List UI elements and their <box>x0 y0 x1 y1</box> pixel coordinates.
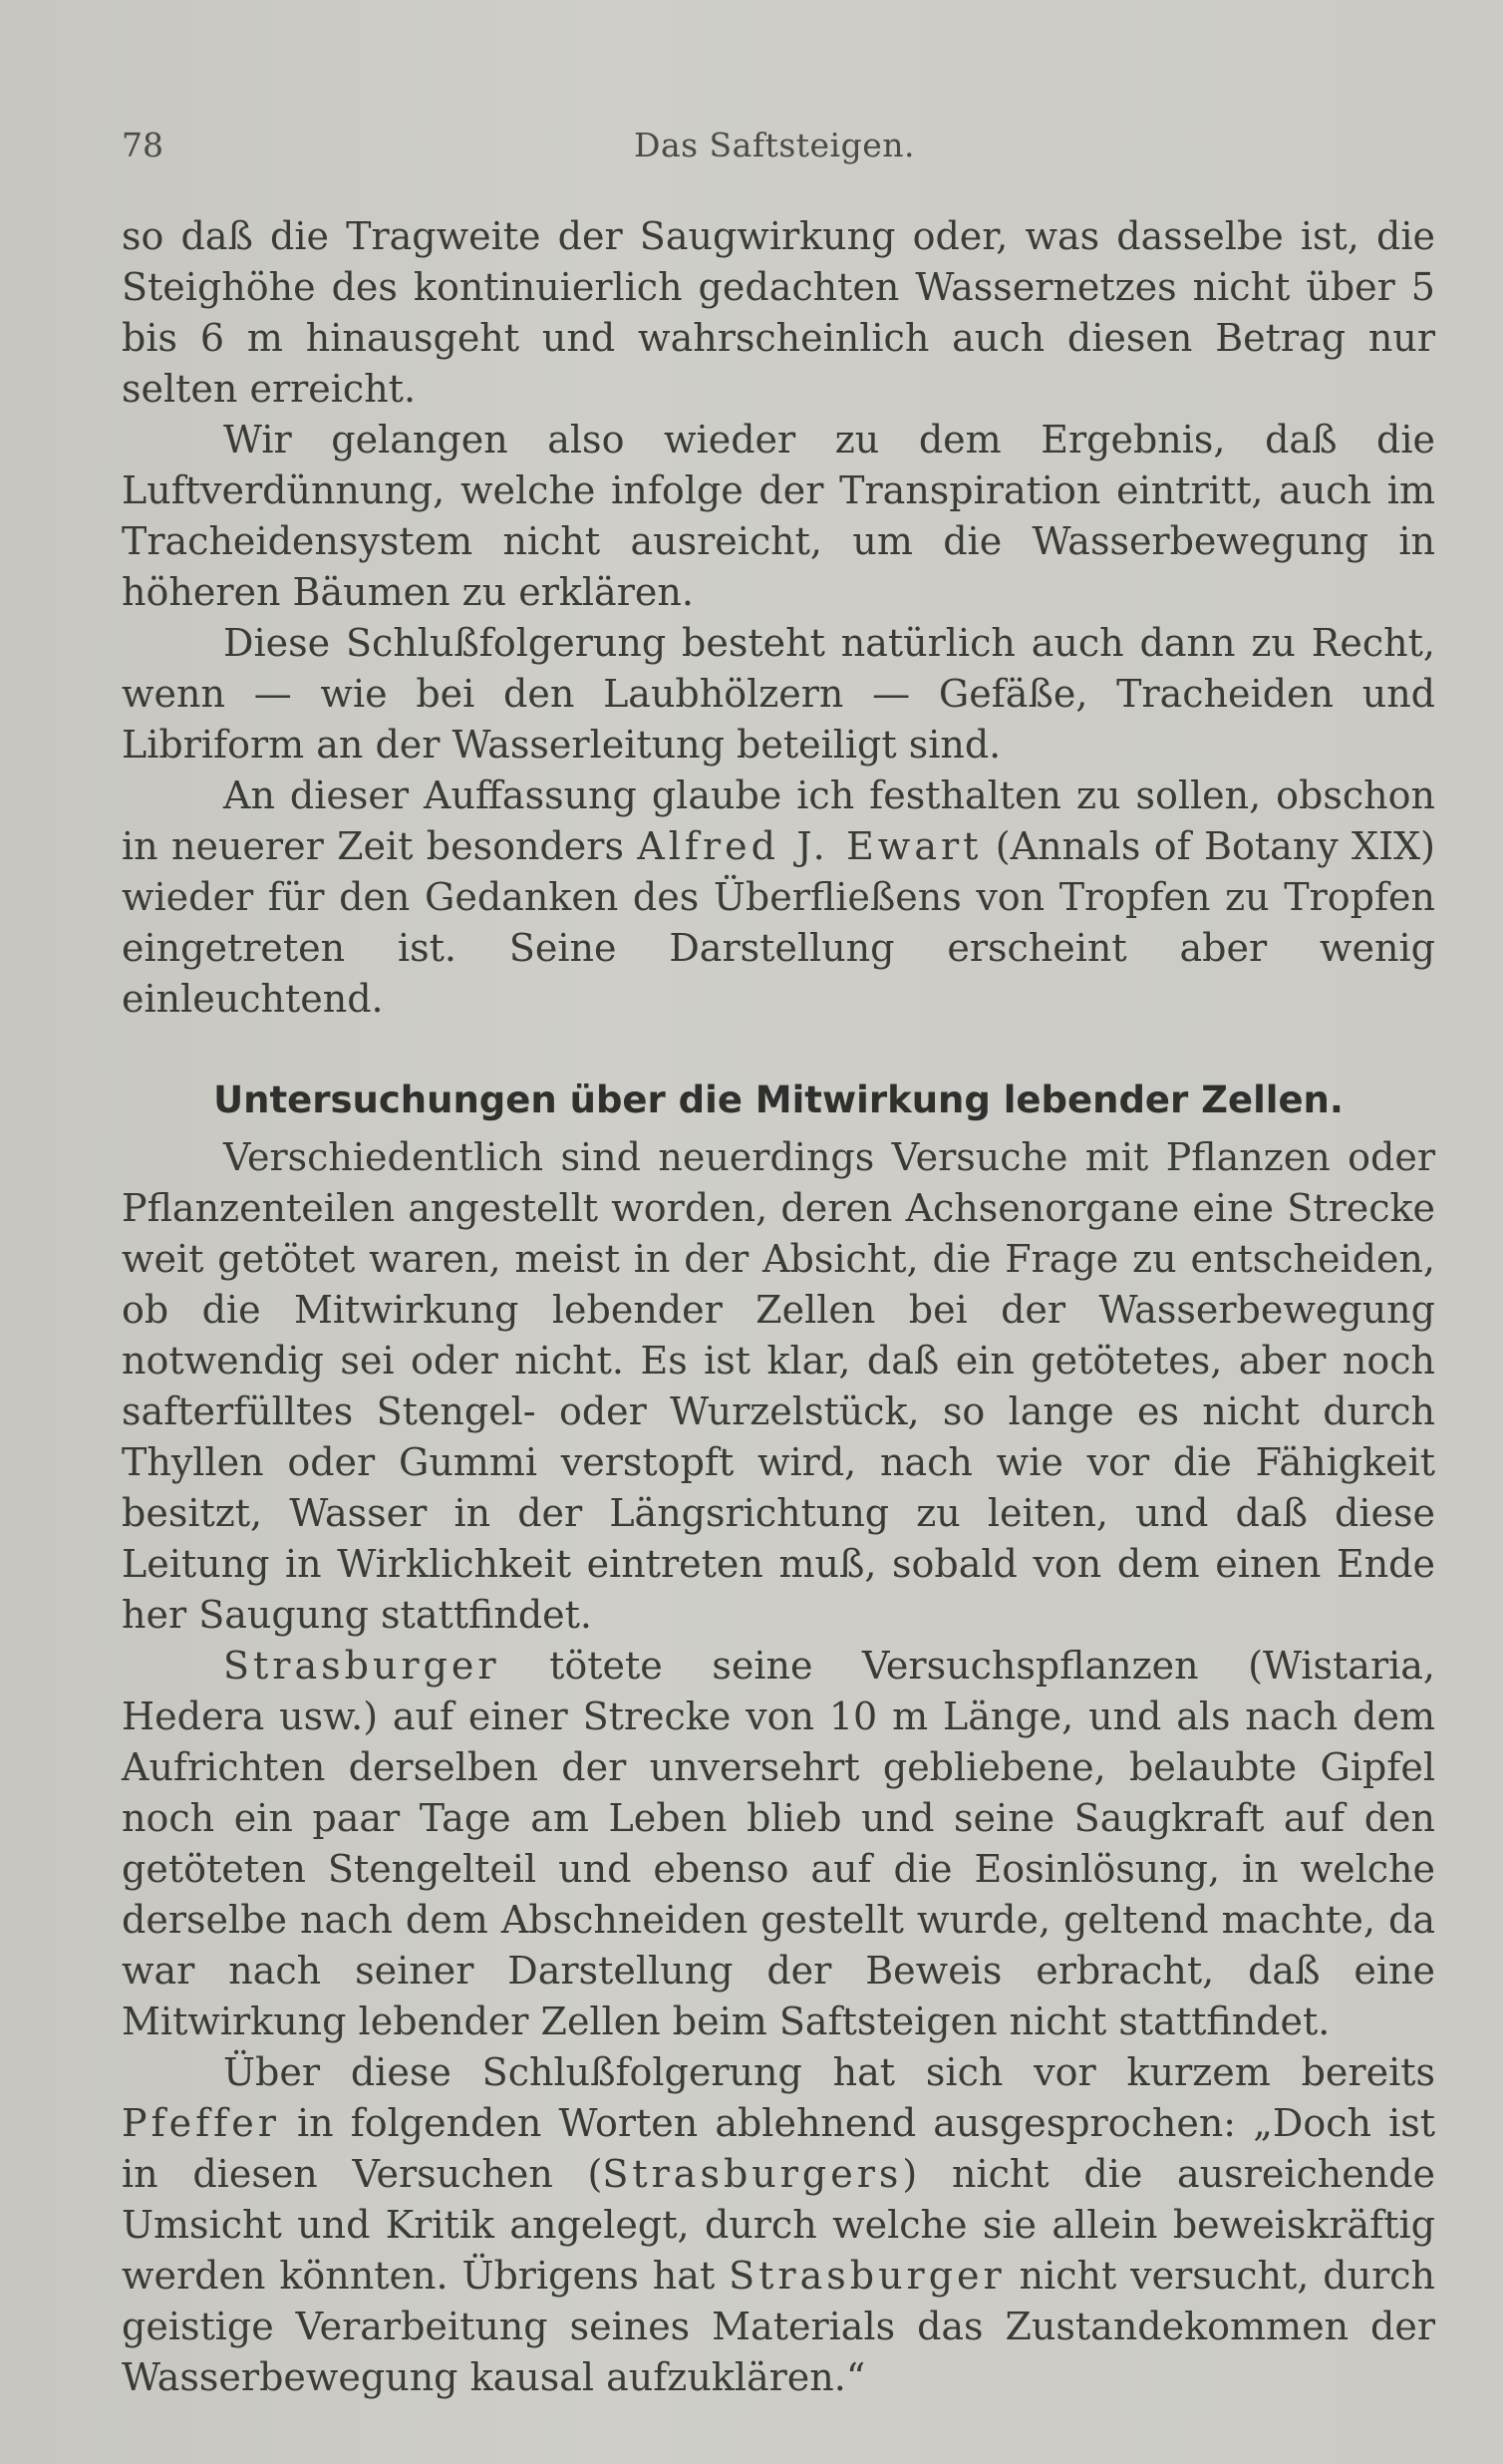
author-name-strasburger: Strasburger <box>223 1644 500 1688</box>
paragraph-6-text: tötete seine Versuchspflanzen (Wistaria, Hedera usw.) auf einer Strecke von 10 m Länge, und als nach dem Aufrichten derselben der unversehrt gebliebene, belaubte Gipfel noch ein paar Tage am Leben blieb und seine Saugkraft auf den getöteten Stengelteil und ebenso auf die Eosinlösung, in welche derselbe nach dem Abschneiden gestellt wurde, geltend machte, da war nach seiner Darstellung der Beweis erbracht, daß eine Mitwirkung lebender Zellen beim Saftsteigen nicht stattfindet. <box>122 1644 1435 2043</box>
section-heading: Untersuchungen über die Mitwirkung lebender Zellen. <box>213 1078 1344 1121</box>
paragraph-6 <box>122 1641 1435 2047</box>
author-name-ewart: Alfred J. Ewart <box>637 824 983 868</box>
paragraph-7-part-2: in folgenden Worten ablehnend ausgesprochen: „Doch ist in diesen Versuchen ( <box>122 2101 1435 2196</box>
paragraph-7-part-1: Über diese Schlußfolgerung hat sich vor kurzem bereits <box>223 2050 1435 2094</box>
page-number: 78 <box>122 126 163 164</box>
paragraph-2: Wir gelangen also wieder zu dem Ergebnis, daß die Luftverdünnung, welche infolge der Transpiration eintritt, auch im Tracheidensystem nicht ausreicht, um die Wasserbewegung in höheren Bäumen zu erklären. <box>122 418 1435 614</box>
paragraph-4-text-after: (Annals of Botany XIX) wieder für den Gedanken des Überfließens von Tropfen zu Tropfen eingetreten ist. Seine Darstellung erscheint aber wenig einleuchtend. <box>122 824 1436 1021</box>
paragraph-7 <box>122 2047 1435 2403</box>
author-name-pfeffer: Pfeffer <box>122 2101 280 2145</box>
running-title: Das Saftsteigen. <box>634 126 915 164</box>
page-body <box>122 211 1435 2403</box>
page-header <box>122 126 1427 169</box>
paragraph-5: Verschiedentlich sind neuerdings Versuche mit Pflanzen oder Pflanzenteilen angestellt worden, deren Achsenorgane eine Strecke weit getötet waren, meist in der Absicht, die Frage zu entscheiden, ob die Mitwirkung lebender Zellen bei der Wasserbewegung notwendig sei oder nicht. Es ist klar, daß ein getötetes, aber noch safterfülltes Stengel- oder Wurzelstück, so lange es nicht durch Thyllen oder Gummi verstopft wird, nach wie vor die Fähigkeit besitzt, Wasser in der Längsrichtung zu leiten, und daß diese Leitung in Wirklichkeit eintreten muß, sobald von dem einen Ende her Saugung stattfindet. <box>122 1135 1435 1637</box>
paragraph-4-text-before: An dieser Auffassung glaube ich festhalten zu sollen, obschon in neuerer Zeit besonders <box>122 773 1435 868</box>
paragraph-4 <box>122 770 1435 1025</box>
author-name-strasburgers: Strasburgers <box>602 2152 903 2196</box>
author-name-strasburger-2: Strasburger <box>729 2254 1006 2298</box>
paragraph-1: so daß die Tragweite der Saugwirkung oder, was dasselbe ist, die Steighöhe des kontinuierlich gedachten Wassernetzes nicht über 5 bis 6 m hinausgeht und wahrscheinlich auch diesen Betrag nur selten erreicht. <box>122 214 1435 411</box>
paragraph-3: Diese Schlußfolgerung besteht natürlich auch dann zu Recht, wenn — wie bei den Laubhölzern — Gefäße, Tracheiden und Libriform an der Wasserleitung beteiligt sind. <box>122 621 1435 767</box>
paragraph-7-part-3: ) nicht die ausreichende Umsicht und Kritik angelegt, durch welche sie allein beweiskräftig werden könnten. Übrigens hat <box>122 2152 1435 2298</box>
paragraph-7-part-4: nicht versucht, durch geistige Verarbeitung seines Materials das Zustandekommen der Wasserbewegung kausal aufzuklären.“ <box>122 2254 1435 2399</box>
